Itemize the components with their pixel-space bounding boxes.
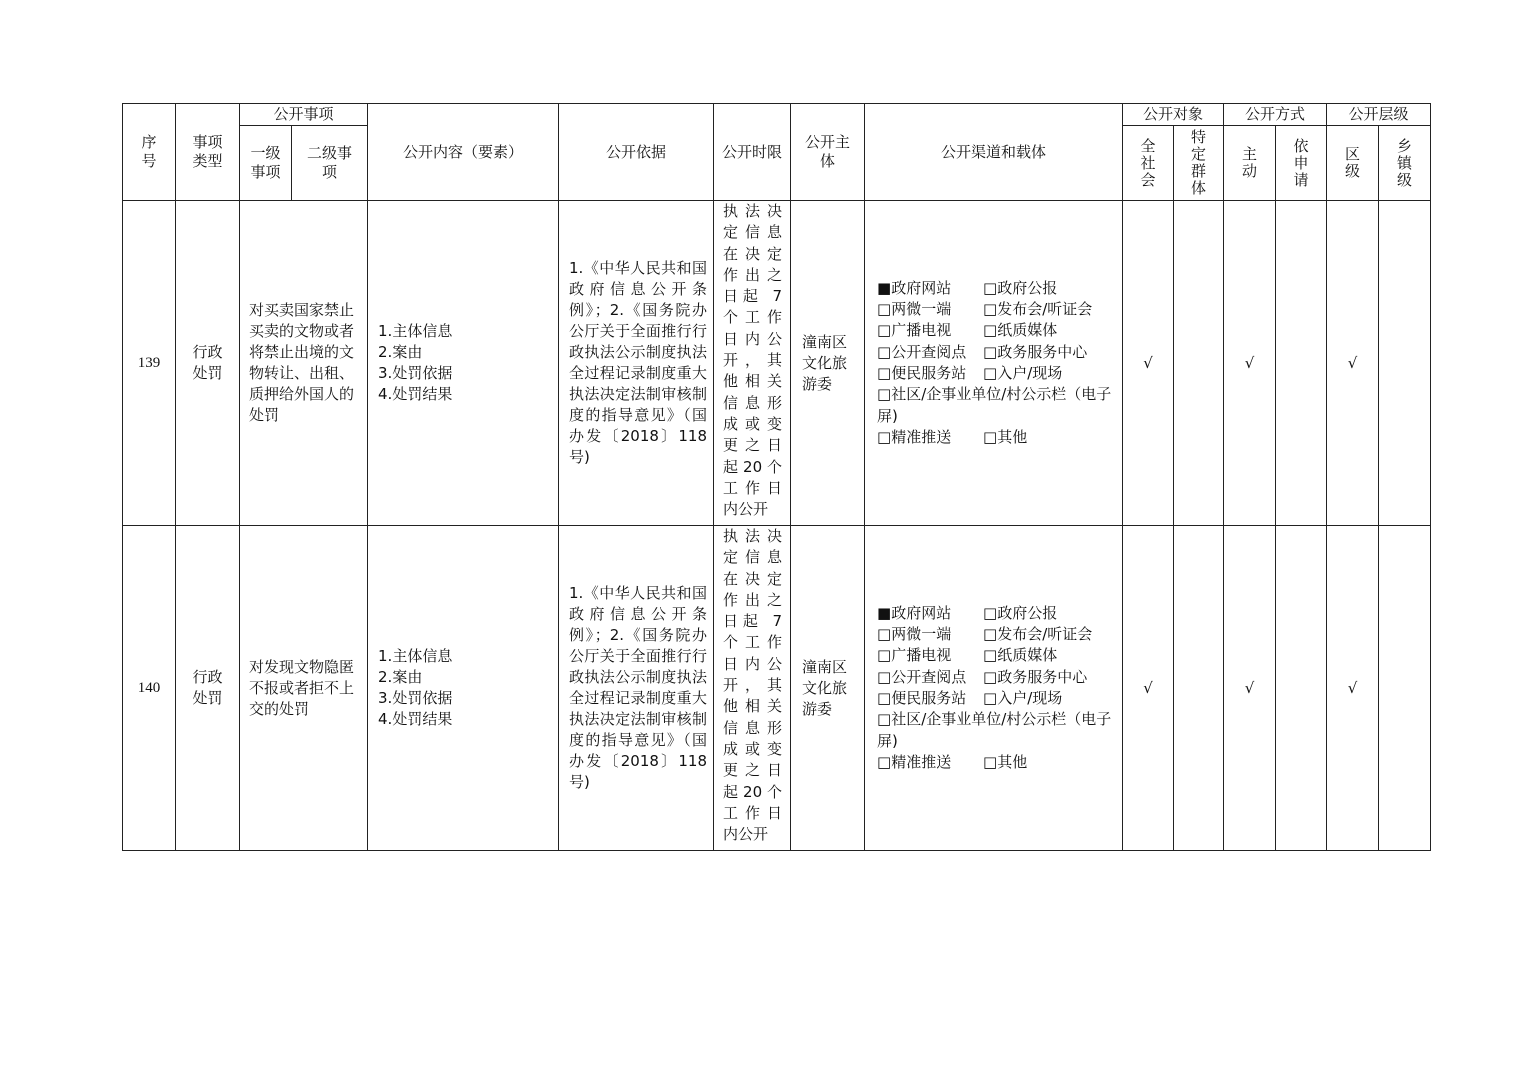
table-row (123, 201, 1431, 526)
header-mode-group: 公开方式 (1224, 104, 1327, 126)
row-content (368, 201, 559, 526)
check-target-specific (1174, 201, 1224, 526)
header-level2: 二级事项 (292, 126, 368, 201)
channel-option: □纸质媒体 (983, 646, 1058, 665)
check-mode-request (1276, 526, 1327, 851)
header-subject: 公开主体 (791, 104, 865, 201)
channel-option: □其他 (983, 427, 1028, 446)
header-target-specific: 特定群体 (1174, 126, 1224, 201)
row-subject: 潼南区文化旅游委 (791, 526, 865, 851)
row-time-limit: 执法决定信息在决定作出之日起 7 个工作日内公开，其他相关信息形成或变更之日起 20 个工作日内公开 (714, 201, 791, 526)
check-level-town (1379, 526, 1431, 851)
check-target-all: √ (1123, 201, 1174, 526)
row-no: 140 (123, 526, 176, 851)
channel-option: □政务服务中心 (983, 342, 1088, 361)
header-channels: 公开渠道和载体 (865, 104, 1123, 201)
header-item-group: 公开事项 (240, 104, 368, 126)
header-level-district: 区级 (1327, 126, 1379, 201)
header-no: 序号 (123, 104, 176, 201)
row-content (368, 526, 559, 851)
channel-option: ■政府网站 (877, 278, 952, 297)
header-basis: 公开依据 (559, 104, 714, 201)
content-line: 4.处罚结果 (378, 710, 453, 728)
header-target-group: 公开对象 (1123, 104, 1224, 126)
channel-option: □公开查阅点 (877, 342, 967, 361)
check-mode-request (1276, 201, 1327, 526)
content-line: 2.案由 (378, 668, 423, 686)
row-type: 行政处罚 (176, 526, 240, 851)
channel-option: ■政府网站 (877, 603, 952, 622)
header-level1: 一级事项 (240, 126, 292, 201)
row-channels (865, 526, 1123, 851)
channel-option: □广播电视 (877, 321, 952, 340)
check-mode-active: √ (1224, 201, 1276, 526)
channel-option: □便民服务站 (877, 364, 967, 382)
check-target-all: √ (1123, 526, 1174, 851)
row-basis: 1.《中华人民共和国政府信息公开条例》；2.《国务院办公厅关于全面推行行政执法公示制度执法全过程记录制度重大执法决定法制审核制度的指导意见》（国办发〔2018〕118号) (559, 201, 714, 526)
content-line: 4.处罚结果 (378, 385, 453, 403)
channel-option: □政务服务中心 (983, 667, 1088, 686)
check-level-town (1379, 201, 1431, 526)
row-channels (865, 201, 1123, 526)
check-target-specific (1174, 526, 1224, 851)
channel-option: □社区/企事业单位/村公示栏（电子屏) (877, 385, 1112, 425)
content-line: 2.案由 (378, 343, 423, 361)
channel-option: □两微一端 (877, 625, 952, 644)
channel-option: □政府公报 (983, 278, 1058, 297)
table-row (123, 526, 1431, 851)
header-target-all: 全社会 (1123, 126, 1174, 201)
channel-option: □两微一端 (877, 300, 952, 319)
channel-option: □纸质媒体 (983, 321, 1058, 340)
channel-option: □发布会/听证会 (983, 625, 1093, 644)
channel-option: □精准推送 (877, 752, 952, 771)
row-basis: 1.《中华人民共和国政府信息公开条例》；2.《国务院办公厅关于全面推行行政执法公示制度执法全过程记录制度重大执法决定法制审核制度的指导意见》（国办发〔2018〕118号) (559, 526, 714, 851)
header-time-limit: 公开时限 (714, 104, 791, 201)
row-time-limit: 执法决定信息在决定作出之日起 7 个工作日内公开，其他相关信息形成或变更之日起 20 个工作日内公开 (714, 526, 791, 851)
check-mode-active: √ (1224, 526, 1276, 851)
content-line: 1.主体信息 (378, 322, 453, 340)
row-type: 行政处罚 (176, 201, 240, 526)
header-mode-active: 主动 (1224, 126, 1276, 201)
channel-option: □发布会/听证会 (983, 300, 1093, 319)
check-level-district: √ (1327, 526, 1379, 851)
channel-option: □其他 (983, 752, 1028, 771)
channel-option: □便民服务站 (877, 689, 967, 707)
content-line: 3.处罚依据 (378, 364, 453, 382)
channel-option: □社区/企事业单位/村公示栏（电子屏) (877, 710, 1112, 750)
content-line: 3.处罚依据 (378, 689, 453, 707)
header-level-group: 公开层级 (1327, 104, 1431, 126)
content-line: 1.主体信息 (378, 647, 453, 665)
row-item: 对发现文物隐匿不报或者拒不上交的处罚 (240, 526, 368, 851)
header-level-town: 乡镇级 (1379, 126, 1431, 201)
header-content: 公开内容（要素） (368, 104, 559, 201)
disclosure-table (122, 103, 1431, 851)
header-row-top (123, 104, 1431, 126)
channel-option: □政府公报 (983, 603, 1058, 622)
channel-option: □精准推送 (877, 427, 952, 446)
header-type: 事项类型 (176, 104, 240, 201)
row-item: 对买卖国家禁止买卖的文物或者将禁止出境的文物转让、出租、质押给外国人的处罚 (240, 201, 368, 526)
channel-option: □公开查阅点 (877, 667, 967, 686)
row-subject: 潼南区文化旅游委 (791, 201, 865, 526)
check-level-district: √ (1327, 201, 1379, 526)
row-no: 139 (123, 201, 176, 526)
channel-option: □广播电视 (877, 646, 952, 665)
channel-option: □入户/现场 (983, 689, 1063, 707)
channel-option: □入户/现场 (983, 364, 1063, 382)
header-mode-request: 依申请 (1276, 126, 1327, 201)
